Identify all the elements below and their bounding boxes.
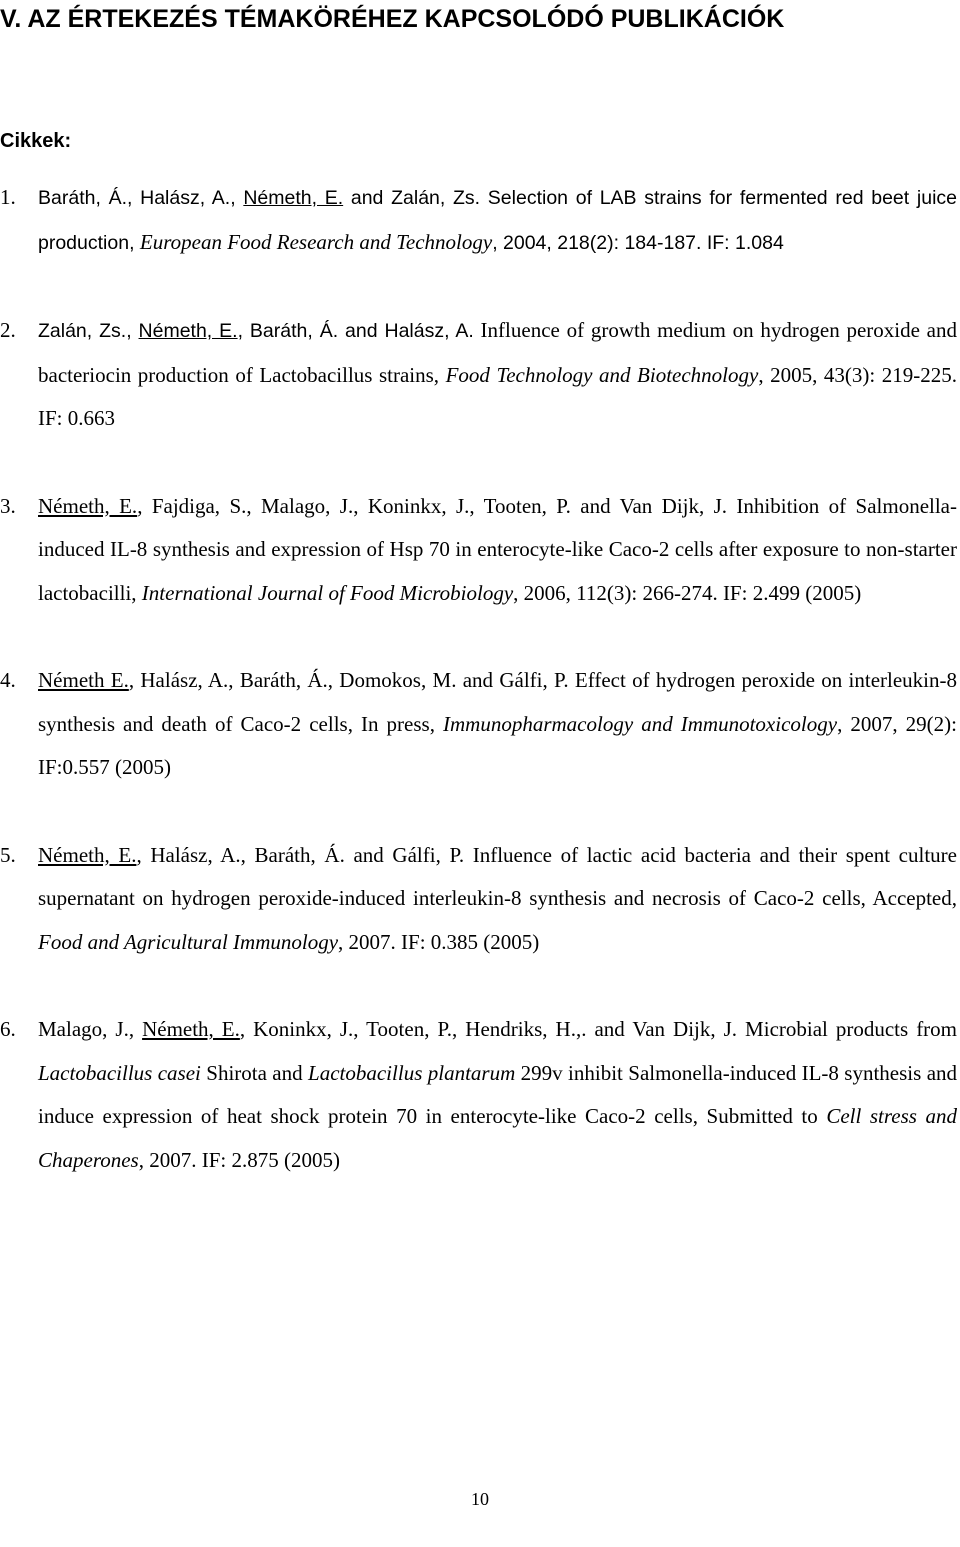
publication-journal: International Journal of Food Microbiology [141, 580, 514, 605]
publication-item [0, 1008, 957, 1182]
publication-authors-rest: , Baráth, Á. and Halász, A. [237, 320, 474, 342]
publication-item [0, 834, 957, 965]
publication-author-highlight: Németh, E. [38, 493, 138, 518]
articles-label: Cikkek: [0, 130, 72, 152]
publication-item [0, 659, 957, 790]
publication-species: Lactobacillus casei [38, 1060, 201, 1085]
publication-details: , 2007, 29(2): IF:0.557 (2005) [38, 711, 957, 779]
publication-number: 3. [0, 493, 16, 518]
publication-details: , 2006, 112(3): 266-274. IF: 2.499 (2005) [513, 580, 862, 605]
publication-authors: Malago, J., [38, 1017, 143, 1041]
publication-details: , 2007. IF: 0.385 (2005) [338, 929, 540, 954]
publication-author-highlight: Németh, E. [138, 320, 238, 342]
publication-details: , 2004, 218(2): 184-187. IF: 1.084 [492, 231, 784, 254]
publication-journal: Food and Agricultural Immunology [38, 929, 339, 954]
publication-author-highlight: Németh, E. [142, 1017, 240, 1041]
section-heading: V. AZ ÉRTEKEZÉS TÉMAKÖRÉHEZ KAPCSOLÓDÓ PUBLIKÁCIÓK [0, 5, 785, 33]
publication-authors-rest: , Halász, A., Baráth, Á. and Gálfi, P. [136, 842, 465, 867]
publication-number: 6. [0, 1017, 16, 1041]
publication-item [0, 485, 957, 616]
publication-species: Lactobacillus plantarum [308, 1060, 516, 1085]
publication-number: 4. [0, 668, 16, 692]
publication-journal: Cell stress and Chaperones [38, 1104, 958, 1172]
publication-authors: Zalán, Zs., [38, 320, 139, 342]
publication-journal: Food Technology and Biotechnology [445, 362, 759, 387]
publication-title: 299v inhibit Salmonella-induced IL-8 synthesis and induce expression of heat shock protein 70 in enterocyte-like Caco-2 cells, Submitted to [38, 1060, 958, 1128]
publication-title: Influence of lactic acid bacteria and their spent culture supernatant on hydrogen peroxide-induced interleukin-8 synthesis and necrosis of Caco-2 cells, Accepted, [38, 842, 957, 910]
publication-number: 1. [0, 185, 16, 209]
publication-journal: European Food Research and Technology [139, 229, 493, 254]
publication-title: Influence of growth medium on hydrogen peroxide and bacteriocin production of Lactobacillus strains, [38, 318, 957, 387]
publication-title: Selection of LAB strains for fermented red beet juice production, [38, 187, 958, 254]
publication-title: Shirota and [200, 1060, 309, 1085]
publication-number: 2. [0, 318, 16, 342]
publication-details: , 2007. IF: 2.875 (2005) [138, 1147, 340, 1172]
publication-number: 5. [0, 842, 16, 867]
publication-title: Effect of hydrogen peroxide on interleukin-8 synthesis and death of Caco-2 cells, In press, [38, 668, 957, 736]
publication-item [0, 176, 957, 265]
publication-authors-rest: , Halász, A., Baráth, Á., Domokos, M. and Gálfi, P. [128, 668, 569, 692]
publication-authors: Baráth, Á., Halász, A., [38, 187, 244, 209]
publication-details: , 2005, 43(3): 219-225. IF: 0.663 [38, 362, 957, 430]
publication-journal: Immunopharmacology and Immunotoxicology [443, 711, 838, 736]
page-number: 10 [471, 1489, 489, 1509]
publication-list [0, 176, 957, 1226]
publication-author-highlight: Németh, E. [243, 187, 344, 209]
publication-title: Microbial products from [737, 1017, 958, 1041]
publication-title: Inhibition of Salmonella-induced IL-8 synthesis and expression of Hsp 70 in enterocyte-like Caco-2 cells after exposure to non-starter lactobacilli, [38, 493, 957, 605]
publication-author-highlight: Németh, E. [38, 842, 137, 867]
publication-item [0, 309, 957, 441]
publication-author-highlight: Németh E. [38, 668, 129, 692]
publication-authors-rest: and Zalán, Zs. [343, 187, 481, 209]
publication-authors-rest: , Koninkx, J., Tooten, P., Hendriks, H.,. and Van Dijk, J. [239, 1017, 738, 1041]
publication-authors-rest: , Fajdiga, S., Malago, J., Koninkx, J., Tooten, P. and Van Dijk, J. [137, 493, 728, 518]
